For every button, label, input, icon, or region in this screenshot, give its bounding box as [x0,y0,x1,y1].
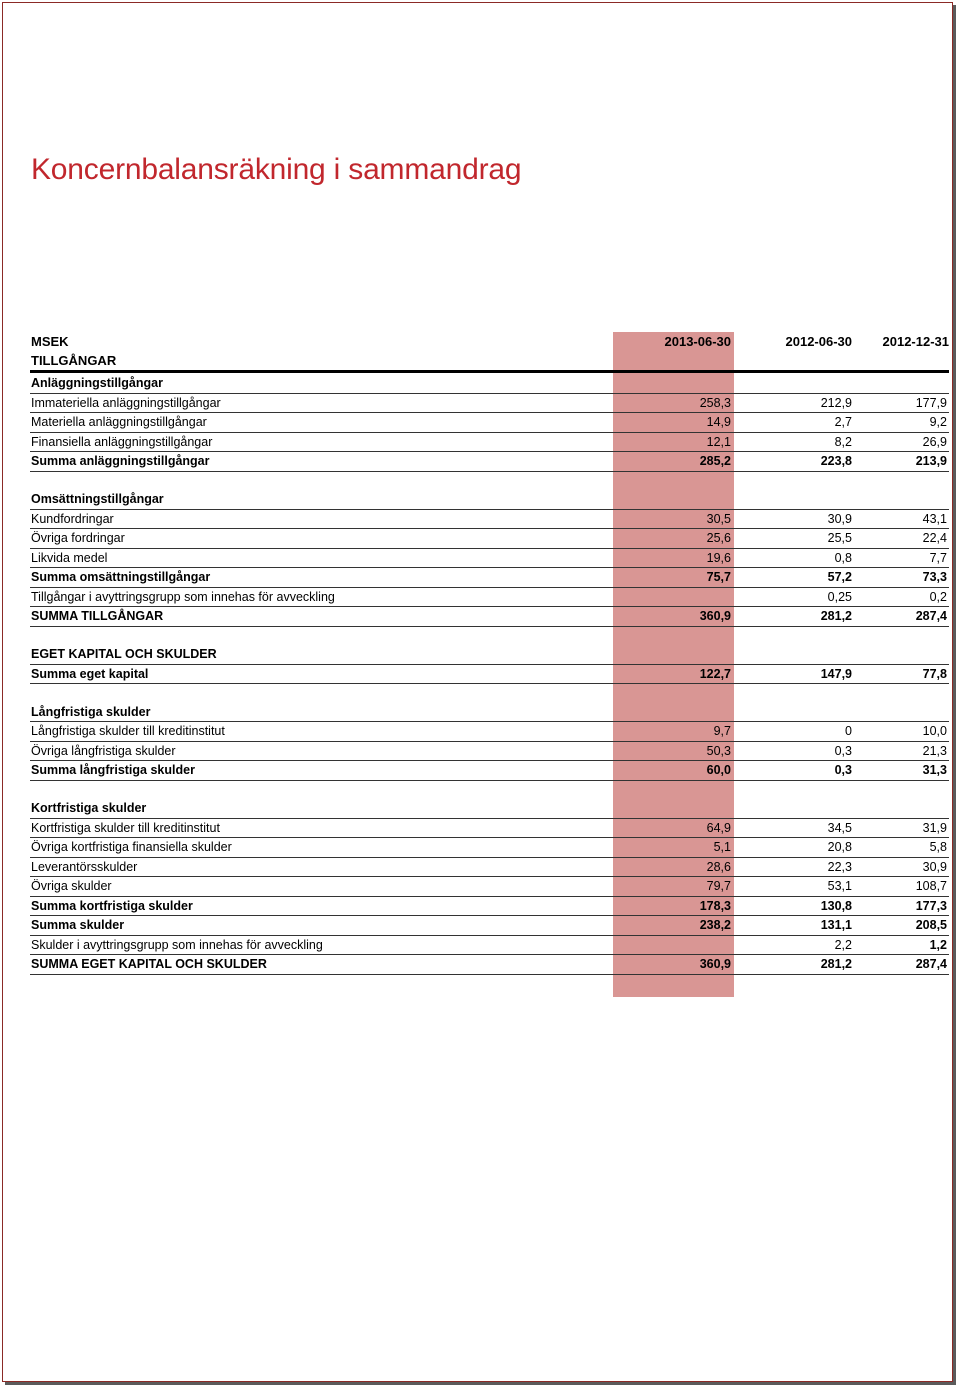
row-label: Summa omsättningstillgångar [30,568,613,588]
cell-2012-06-30: 22,3 [734,857,854,877]
cell-2013-06-30 [613,626,734,645]
cell-2012-06-30: 20,8 [734,838,854,858]
cell-2013-06-30: 60,0 [613,761,734,781]
row-label: Omsättningstillgångar [30,490,613,509]
spacer-row [30,684,949,703]
cell-2013-06-30 [613,587,734,607]
cell-2012-12-31: 10,0 [854,722,949,742]
row-label: Summa kortfristiga skulder [30,896,613,916]
cell-2013-06-30: 285,2 [613,452,734,472]
balance-sheet-table [30,374,949,975]
cell-2012-12-31: 22,4 [854,529,949,549]
cell-2012-12-31: 26,9 [854,432,949,452]
row-label: Kortfristiga skulder till kreditinstitut [30,818,613,838]
cell-2013-06-30 [613,935,734,955]
cell-2012-12-31: 1,2 [854,935,949,955]
table-row [30,955,949,975]
cell-2013-06-30: 14,9 [613,413,734,433]
table-row [30,413,949,433]
row-label: Långfristiga skulder [30,703,613,722]
table-row [30,568,949,588]
cell-2012-06-30: 0,25 [734,587,854,607]
table-row [30,857,949,877]
row-label: Kundfordringar [30,509,613,529]
column-header-2013-06-30: 2013-06-30 [664,334,731,349]
row-label: Skulder i avyttringsgrupp som innehas för avveckling [30,935,613,955]
cell-2013-06-30: 19,6 [613,548,734,568]
row-label [30,684,613,703]
row-label: Övriga kortfristiga finansiella skulder [30,838,613,858]
column-header-2012-12-31: 2012-12-31 [882,334,949,349]
row-label: Summa långfristiga skulder [30,761,613,781]
cell-2012-12-31 [854,626,949,645]
table-row [30,935,949,955]
row-label: Summa anläggningstillgångar [30,452,613,472]
row-label: EGET KAPITAL OCH SKULDER [30,645,613,664]
spacer-row [30,471,949,490]
cell-2013-06-30 [613,684,734,703]
cell-2012-06-30: 8,2 [734,432,854,452]
table-row [30,761,949,781]
section-heading-row [30,490,949,509]
spacer-row [30,780,949,799]
cell-2012-06-30 [734,799,854,818]
cell-2012-06-30: 30,9 [734,509,854,529]
section-heading-row [30,645,949,664]
row-label: Immateriella anläggningstillgångar [30,393,613,413]
table-row [30,916,949,936]
cell-2012-12-31: 9,2 [854,413,949,433]
cell-2013-06-30 [613,645,734,664]
cell-2012-12-31: 31,9 [854,818,949,838]
cell-2013-06-30 [613,490,734,509]
cell-2012-12-31 [854,780,949,799]
cell-2012-06-30: 147,9 [734,664,854,684]
cell-2012-12-31: 77,8 [854,664,949,684]
cell-2013-06-30: 360,9 [613,955,734,975]
page-title: Koncernbalansräkning i sammandrag [31,153,522,186]
cell-2013-06-30: 12,1 [613,432,734,452]
cell-2013-06-30: 25,6 [613,529,734,549]
cell-2013-06-30: 122,7 [613,664,734,684]
cell-2013-06-30: 28,6 [613,857,734,877]
cell-2013-06-30: 50,3 [613,741,734,761]
cell-2012-12-31: 31,3 [854,761,949,781]
cell-2012-12-31: 108,7 [854,877,949,897]
cell-2012-06-30 [734,471,854,490]
cell-2012-12-31: 43,1 [854,509,949,529]
cell-2012-06-30 [734,780,854,799]
row-label: Övriga långfristiga skulder [30,741,613,761]
cell-2013-06-30 [613,799,734,818]
header-divider [30,370,949,373]
cell-2012-06-30 [734,626,854,645]
row-label: Tillgångar i avyttringsgrupp som innehas för avveckling [30,587,613,607]
row-label [30,471,613,490]
row-label: Leverantörsskulder [30,857,613,877]
cell-2013-06-30 [613,703,734,722]
cell-2012-12-31: 73,3 [854,568,949,588]
cell-2012-12-31: 30,9 [854,857,949,877]
cell-2012-06-30: 0 [734,722,854,742]
currency-label: MSEK [31,334,69,349]
row-label: Likvida medel [30,548,613,568]
cell-2012-12-31 [854,703,949,722]
cell-2012-12-31 [854,471,949,490]
cell-2012-06-30 [734,645,854,664]
table-row [30,877,949,897]
cell-2013-06-30: 360,9 [613,607,734,627]
cell-2012-06-30: 0,8 [734,548,854,568]
cell-2012-06-30: 57,2 [734,568,854,588]
row-label: Summa eget kapital [30,664,613,684]
cell-2012-12-31: 213,9 [854,452,949,472]
cell-2013-06-30: 64,9 [613,818,734,838]
cell-2013-06-30: 5,1 [613,838,734,858]
cell-2012-06-30: 131,1 [734,916,854,936]
table-row [30,452,949,472]
cell-2013-06-30: 258,3 [613,393,734,413]
table-row [30,838,949,858]
section-heading-row [30,703,949,722]
row-label: Långfristiga skulder till kreditinstitut [30,722,613,742]
cell-2012-06-30 [734,374,854,393]
table-row [30,607,949,627]
cell-2013-06-30 [613,374,734,393]
cell-2012-06-30: 53,1 [734,877,854,897]
column-header-2012-06-30: 2012-06-30 [785,334,852,349]
cell-2012-12-31: 0,2 [854,587,949,607]
row-label: Övriga fordringar [30,529,613,549]
cell-2012-06-30 [734,684,854,703]
table-row [30,393,949,413]
cell-2012-06-30 [734,703,854,722]
section-heading-row [30,374,949,393]
cell-2012-06-30: 34,5 [734,818,854,838]
row-label: SUMMA EGET KAPITAL OCH SKULDER [30,955,613,975]
cell-2012-12-31: 208,5 [854,916,949,936]
cell-2012-06-30: 0,3 [734,761,854,781]
cell-2012-12-31: 177,9 [854,393,949,413]
cell-2012-06-30: 281,2 [734,607,854,627]
cell-2012-06-30: 25,5 [734,529,854,549]
row-label: Anläggningstillgångar [30,374,613,393]
table-row [30,587,949,607]
cell-2013-06-30: 75,7 [613,568,734,588]
table-row [30,818,949,838]
section-label: TILLGÅNGAR [31,353,117,368]
spacer-row [30,626,949,645]
cell-2012-12-31 [854,799,949,818]
cell-2012-06-30: 223,8 [734,452,854,472]
table-row [30,741,949,761]
table-row [30,896,949,916]
cell-2013-06-30: 238,2 [613,916,734,936]
cell-2012-06-30: 130,8 [734,896,854,916]
cell-2012-12-31: 21,3 [854,741,949,761]
cell-2012-12-31 [854,374,949,393]
row-label: Summa skulder [30,916,613,936]
table-row [30,432,949,452]
row-label [30,780,613,799]
cell-2013-06-30: 178,3 [613,896,734,916]
cell-2012-12-31: 5,8 [854,838,949,858]
cell-2013-06-30 [613,471,734,490]
cell-2012-06-30: 2,2 [734,935,854,955]
cell-2012-06-30: 0,3 [734,741,854,761]
row-label [30,626,613,645]
row-label: Kortfristiga skulder [30,799,613,818]
cell-2012-12-31 [854,645,949,664]
cell-2012-06-30: 2,7 [734,413,854,433]
row-label: Materiella anläggningstillgångar [30,413,613,433]
cell-2012-12-31 [854,684,949,703]
table-row [30,509,949,529]
table-row [30,548,949,568]
table-row [30,664,949,684]
cell-2012-06-30 [734,490,854,509]
cell-2013-06-30: 79,7 [613,877,734,897]
section-heading-row [30,799,949,818]
cell-2013-06-30 [613,780,734,799]
cell-2012-06-30: 281,2 [734,955,854,975]
table-row [30,529,949,549]
cell-2012-12-31: 177,3 [854,896,949,916]
cell-2012-06-30: 212,9 [734,393,854,413]
row-label: SUMMA TILLGÅNGAR [30,607,613,627]
table-row [30,722,949,742]
cell-2013-06-30: 9,7 [613,722,734,742]
cell-2013-06-30: 30,5 [613,509,734,529]
row-label: Finansiella anläggningstillgångar [30,432,613,452]
cell-2012-12-31: 287,4 [854,607,949,627]
cell-2012-12-31: 287,4 [854,955,949,975]
cell-2012-12-31: 7,7 [854,548,949,568]
row-label: Övriga skulder [30,877,613,897]
cell-2012-12-31 [854,490,949,509]
